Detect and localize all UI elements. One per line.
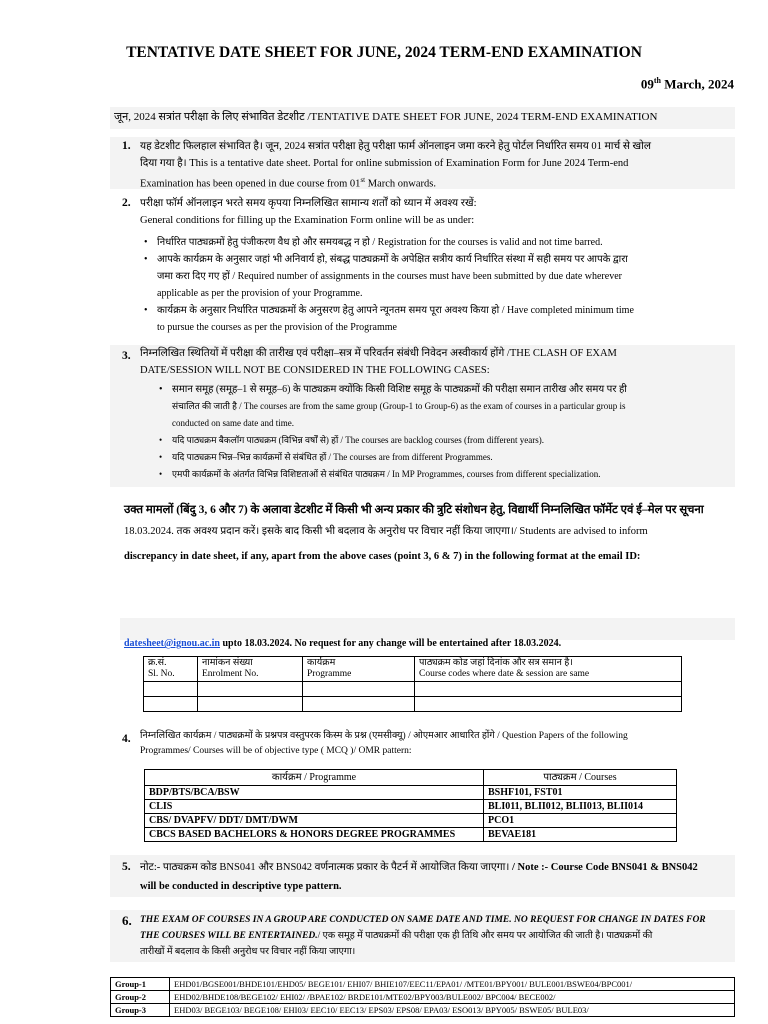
table-header-cell: कार्यक्रम Programme	[303, 657, 415, 682]
point-3-bullets	[172, 381, 737, 483]
table-header-cell: क्र.सं. Sl. No.	[144, 657, 198, 682]
discrepancy-notice: उक्त मामलों (बिंदु 3, 6 और 7) के अलावा डेटशीट में किसी भी अन्य प्रकार की त्रुटि संशोधन हेतु, विद्यार्थी निम्नलिखित फॉर्मेट एवं ई–मेल पर सूचना 18.03.2024. तक अवश्य प्रदान करें। इसके बाद किसी भी बदलाव के अनुरोध पर विचार नहीं किया जाएगा।/ Students are advised to inform discrepancy in date sheet, if any, apart from the above cases (point 3, 6 & 7) in the following format at the email ID:	[124, 504, 704, 562]
list-item: • कार्यक्रम के अनुसार निर्धारित पाठ्यक्रमों के अनुसरण हेतु आपने न्यूनतम समय पूरा अवश्य किया हो / Have completed minimum time to pursue the courses as per the provision of the Programme	[157, 302, 742, 336]
table-row: Group-2 EHD02/BHDE108/BEGE102/ EHI02/ /BPAE102/ BRDE101/MTE02/BPY003/BULE002/ BPC004/ BECE002/	[111, 991, 735, 1004]
table-row: CBCS BASED BACHELORS & HONORS DEGREE PROGRAMMES BEVAE181	[145, 828, 677, 842]
table-row: Group-1 EHD01/BGSE001/BHDE101/EHD05/ BEGE101/ EHI07/ BHIE107/EEC11/EPA01/ /MTE01/BPY001/ BULE001/BSWE04/BPC001/	[111, 978, 735, 991]
list-item: • समान समूह (समूह–1 से समूह–6) के पाठ्यक्रम क्योंकि किसी विशिष्ट समूह के पाठ्यक्रमों की परीक्षा समान तारीख और समय पर ही संचालित की जाती है / The courses are from the same group (Group-1 to Group-6) as the exam of courses in a particular group is conducted on same date and time.	[172, 381, 737, 432]
header-line: जून, 2024 सत्रांत परीक्षा के लिए संभावित डेटशीट /TENTATIVE DATE SHEET FOR JUNE, 2024 TERM-END EXAMINATION	[110, 107, 735, 129]
email-line: datesheet@ignou.ac.in upto 18.03.2024. No request for any change will be entertained after 18.03.2024.	[124, 638, 562, 649]
table-row: CBS/ DVAPFV/ DDT/ DMT/DWM PCO1	[145, 814, 677, 828]
table-row: BDP/BTS/BCA/BSW BSHF101, FST01	[145, 786, 677, 800]
mcq-table	[144, 769, 677, 842]
point-4-text: निम्नलिखित कार्यक्रम / पाठ्यक्रमों के प्रश्नपत्र वस्तुपरक किस्म के प्रश्न (एमसीक्यू) / ओएमआर आधारित होंगे / Question Papers of the following Programmes/ Courses will be of objective type ( MCQ )/ OMR pattern:	[140, 731, 628, 756]
table-row: Group-3 EHD03/ BEGE103/ BEGE108/ EHI03/ EEC10/ EEC13/ EPS03/ EPS08/ EPA03/ ESO013/ BPY005/ BSWE05/ BULE03/	[111, 1004, 735, 1017]
point-2-text: परीक्षा फॉर्म ऑनलाइन भरते समय कृपया निम्नलिखित सामान्य शर्तों को ध्यान में अवश्य रखें: General conditions for filling up the Examination Form online will be as under:	[140, 198, 477, 226]
email-band	[120, 618, 735, 640]
point-4-number: 4.	[122, 733, 131, 745]
table-header-cell: पाठ्यक्रम / Courses	[484, 770, 677, 786]
point-6-text: THE EXAM OF COURSES IN A GROUP ARE CONDUCTED ON SAME DATE AND TIME. NO REQUEST FOR CHANGE IN DATES FOR THE COURSES WILL BE ENTERTAINED./ एक समूह में पाठ्यक्रमों की परीक्षा एक ही तिथि और समय पर आयोजित की जाती है। पाठ्यक्रमों की तारीखों में बदलाव के किसी अनुरोध पर विचार नहीं किया जाएगा।	[140, 915, 706, 957]
list-item: • यदि पाठ्यक्रम बैकलॉग पाठ्यक्रम (विभिन्न वर्षों से) हों / The courses are backlog courses (from different years).	[172, 432, 737, 449]
point-3-number: 3.	[122, 350, 131, 362]
point-5-number: 5.	[122, 861, 131, 873]
point-3-text: निम्नलिखित स्थितियों में परीक्षा की तारीख एवं परीक्षा–सत्र में परिवर्तन संबंधी निवेदन अस्वीकार्य होंगे /THE CLASH OF EXAM DATE/SESSION WILL NOT BE CONSIDERED IN THE FOLLOWING CASES:	[140, 348, 617, 376]
list-item: • एमपी कार्यक्रमों के अंतर्गत विभिन्न विशिष्टताओं से संबंधित पाठ्यक्रम / In MP Programmes, courses from different specialization.	[172, 466, 737, 483]
point-2-number: 2.	[122, 197, 131, 209]
table-row: CLIS BLI011, BLII012, BLII013, BLII014	[145, 800, 677, 814]
table-header-cell: कार्यक्रम / Programme	[145, 770, 484, 786]
point-2-bullets	[157, 234, 742, 336]
email-link[interactable]: datesheet@ignou.ac.in	[124, 638, 220, 649]
list-item: • निर्धारित पाठ्यक्रमों हेतु पंजीकरण वैध हो और समयबद्ध न हो / Registration for the courses is valid and not time barred.	[157, 234, 742, 251]
table-row	[144, 682, 682, 697]
point-1-text: यह डेटशीट फिलहाल संभावित है। जून, 2024 सत्रांत परीक्षा हेतु परीक्षा फार्म ऑनलाइन जमा करने हेतु पोर्टल निर्धारित समय 01 मार्च से खोल दिया गया है। This is a tentative date sheet. Portal for online submission of Examination Form for June 2024 Term-end Examination has been opened in due course from 01st March onwards.	[140, 141, 651, 190]
issue-date: 09th March, 2024	[640, 76, 734, 92]
group-table	[110, 977, 735, 1017]
page-title: TENTATIVE DATE SHEET FOR JUNE, 2024 TERM-END EXAMINATION	[126, 44, 642, 61]
point-6-number: 6.	[122, 913, 132, 928]
table-row	[144, 697, 682, 712]
point-5-text: नोट:- पाठ्यक्रम कोड BNS041 और BNS042 वर्णनात्मक प्रकार के पैटर्न में आयोजित किया जाएगा। / Note :- Course Code BNS041 & BNS042 will be conducted in descriptive type pattern.	[140, 862, 698, 892]
point-1-number: 1.	[122, 140, 131, 152]
list-item: • यदि पाठ्यक्रम भिन्न–भिन्न कार्यक्रमों से संबंधित हों / The courses are from different Programmes.	[172, 449, 737, 466]
format-table	[143, 656, 682, 712]
list-item: • आपके कार्यक्रम के अनुसार जहां भी अनिवार्य हो, संबद्ध पाठ्यक्रमों के अपेक्षित सत्रीय कार्य निर्धारित संस्था में सही समय पर आपके द्वारा जमा करा दिए गए हों / Required number of assignments in the courses must have been submitted by due date wherever applicable as per the provision of your Programme.	[157, 251, 742, 302]
table-header-cell: नामांकन संख्या Enrolment No.	[198, 657, 303, 682]
table-header-cell: पाठ्यक्रम कोड जहां दिनांक और सत्र समान है। Course codes where date & session are same	[415, 657, 682, 682]
